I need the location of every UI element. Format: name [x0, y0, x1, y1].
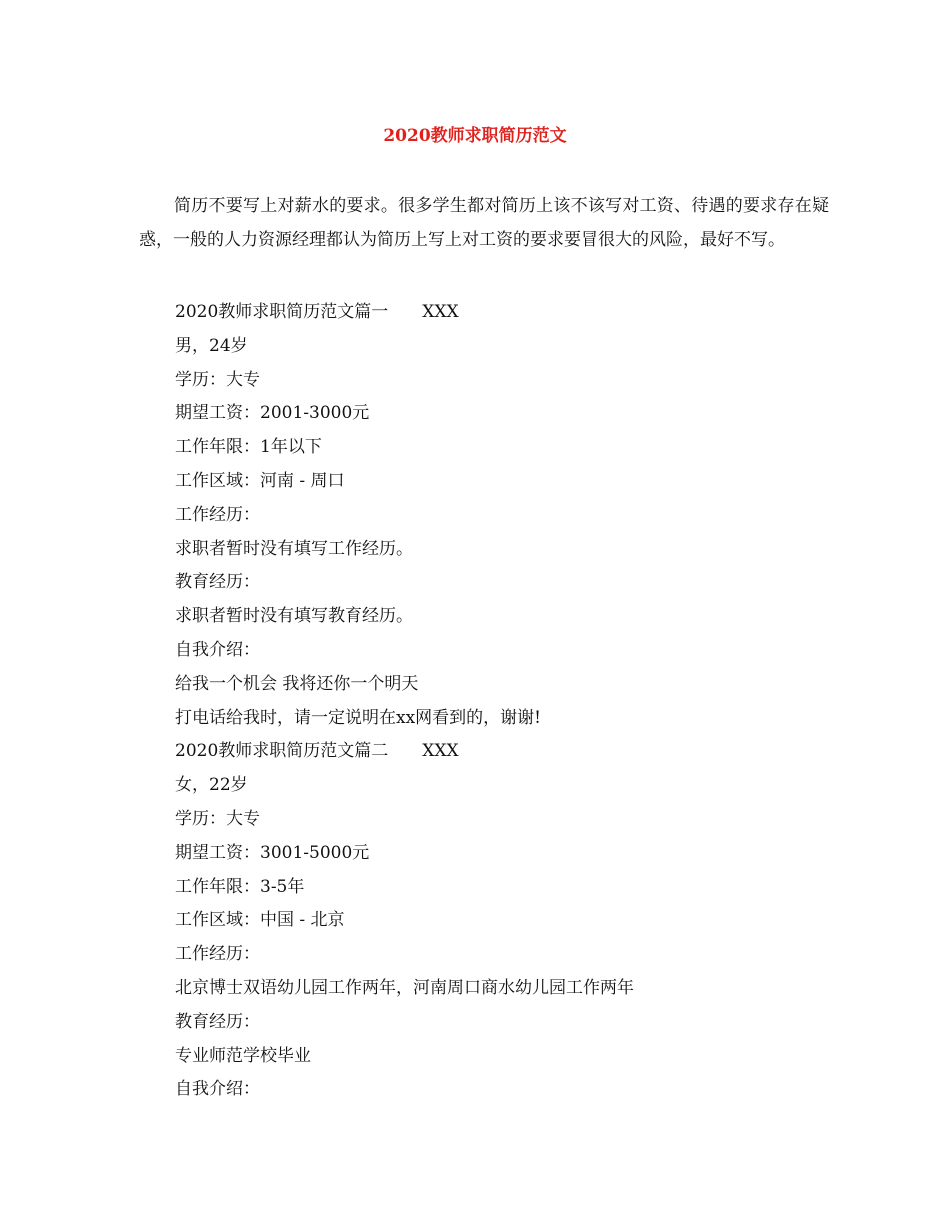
resume-line: 工作经历：	[175, 504, 260, 525]
resume-line: 2020教师求职简历范文篇二 XXX	[175, 741, 459, 762]
resume-line: 期望工资：2001-3000元	[175, 403, 370, 424]
resume-line: 期望工资：3001-5000元	[175, 842, 370, 863]
resume-line: 学历：大专	[175, 808, 260, 829]
resume-line: 教育经历：	[175, 1011, 260, 1032]
intro-paragraph: 简历不要写上对薪水的要求。很多学生都对简历上该不该写对工资、待遇的要求存在疑惑，一般的人力资源经理都认为简历上写上对工资的要求要冒很大的风险，最好不写。	[139, 196, 829, 250]
resume-line: 工作经历：	[175, 944, 260, 965]
resume-line: 北京博士双语幼儿园工作两年，河南周口商水幼儿园工作两年	[175, 977, 634, 998]
resume-line: 求职者暂时没有填写教育经历。	[175, 606, 413, 627]
resume-line: 给我一个机会 我将还你一个明天	[175, 673, 419, 694]
resume-line: 工作年限：1年以下	[175, 437, 322, 458]
resume-line: 教育经历：	[175, 572, 260, 593]
resume-line: 自我介绍：	[175, 1079, 260, 1100]
resume-line: 2020教师求职简历范文篇一 XXX	[175, 302, 459, 322]
resume-line: 工作区域：中国 - 北京	[175, 910, 345, 931]
resume-line: 工作区域：河南 - 周口	[175, 470, 345, 491]
resume-line: 学历：大专	[175, 369, 260, 390]
resume-line: 工作年限：3-5年	[175, 876, 305, 897]
resume-line: 自我介绍：	[175, 639, 260, 660]
resume-line: 求职者暂时没有填写工作经历。	[175, 538, 413, 559]
resume-line: 男，24岁	[175, 335, 248, 356]
resume-lines	[175, 296, 855, 1107]
resume-line: 打电话给我时，请一定说明在xx网看到的，谢谢!	[175, 707, 542, 728]
resume-line: 专业师范学校毕业	[175, 1045, 311, 1066]
resume-line: 女，22岁	[175, 775, 248, 796]
document-title: 2020教师求职简历范文	[383, 126, 567, 146]
